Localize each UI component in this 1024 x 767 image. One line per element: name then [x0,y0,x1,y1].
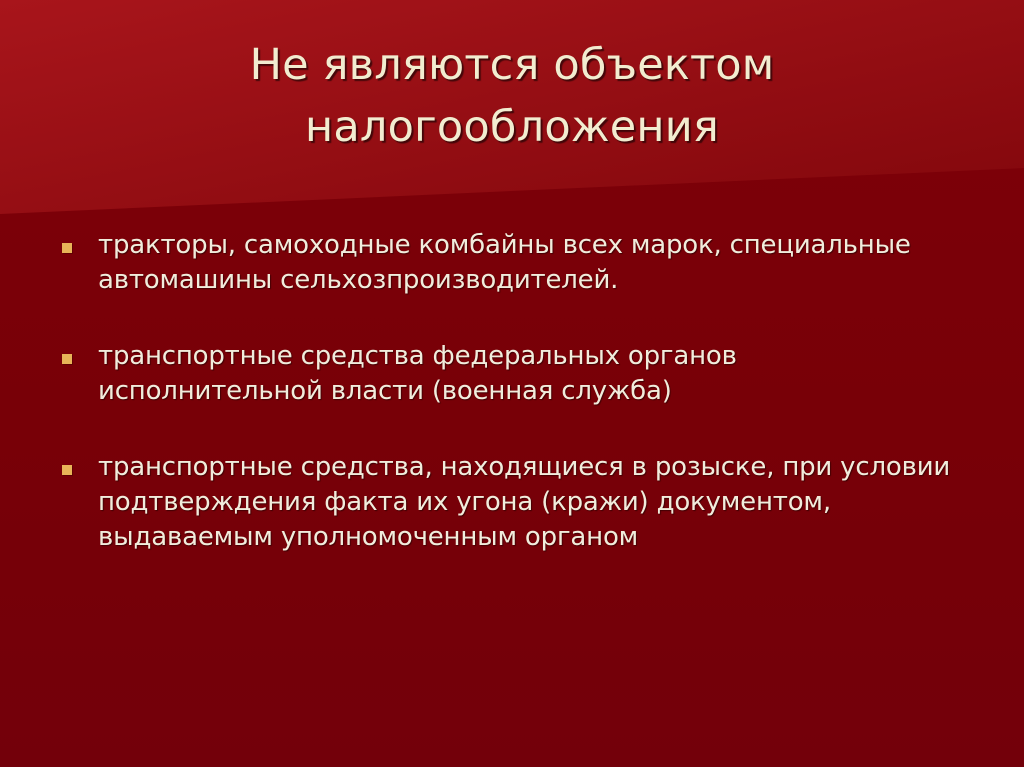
bullet-item-2 [62,339,967,409]
square-bullet-icon [62,465,72,475]
bullet-item-3 [62,450,967,555]
square-bullet-icon [62,354,72,364]
bullet-list [62,228,967,596]
square-bullet-icon [62,243,72,253]
bullet-item-1 [62,228,967,298]
bullet-text-1: тракторы, самоходные комбайны всех марок, специальные автомашины сельхозпроизводителей. [98,230,911,295]
bullet-text-3: транспортные средства, находящиеся в розыске, при условии подтверждения факта их угона (кражи) документом, выдаваемым уполномоченным органом [98,452,951,552]
bullet-text-2: транспортные средства федеральных органов исполнительной власти (военная служба) [98,341,737,406]
slide-title: Не являются объектом налогообложения [249,40,775,152]
